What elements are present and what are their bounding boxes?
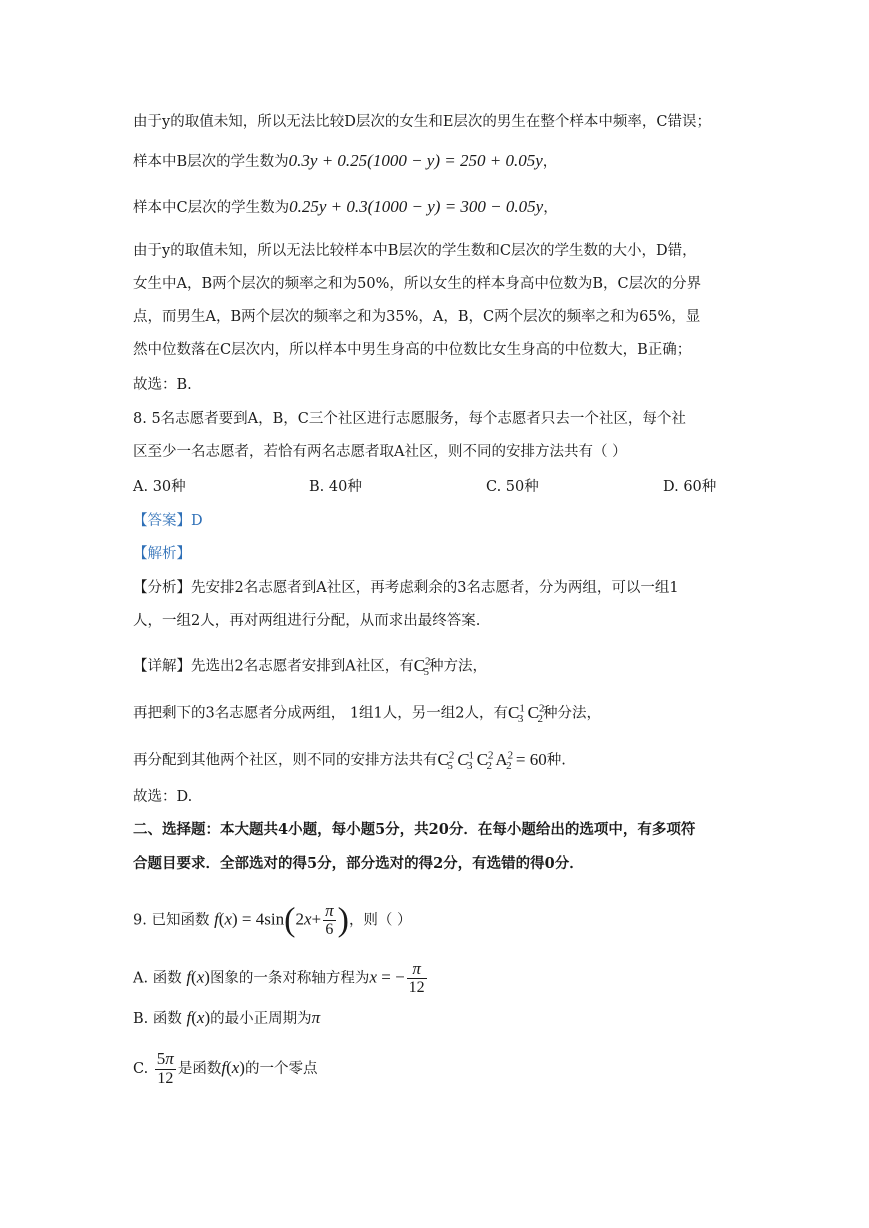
- text-line-2-label: 样本中B层次的学生数为: [133, 154, 289, 170]
- fraction-pi-over-6: $\frac{\pi}{6}$: [325, 901, 334, 938]
- detail-line-2-text: 再把剩下的3名志愿者分成两组， 1组1人，另一组2人，有: [133, 705, 509, 722]
- detail-line-4: 故选：D.: [133, 789, 193, 805]
- text-line-6: 点，而男生A，B两个层次的频率之和为35%，A，B，C两个层次的频率之和为65%，显: [133, 309, 701, 325]
- text-line-4: 由于y的取值未知，所以无法比较样本中B层次的学生数和C层次的学生数的大小，D错，: [133, 243, 697, 259]
- section-2-line-2: 合题目要求．全部选对的得5分，部分选对的得2分，有选错的得0分．: [133, 855, 584, 872]
- text-line-7: 然中位数落在C层次内，所以样本中男生身高的中位数比女生身高的中位数大，B正确；: [133, 342, 692, 358]
- option-9-b-tail: 的最小正周期为: [210, 1011, 312, 1027]
- question-9-stem-text: 9. 已知函数: [133, 912, 210, 929]
- function-definition: f: [214, 909, 219, 929]
- analysis-heading: 【解析】: [133, 546, 191, 562]
- text-line-5: 女生中A，B两个层次的频率之和为50%，所以女生的样本身高中位数为B，C层次的分界: [133, 276, 702, 292]
- formula-b-count: 0.3y + 0.25(1000 − y) = 250 + 0.05y: [288, 151, 543, 170]
- analysis-line-1: 【分析】先安排2名志愿者到A社区，再考虑剩余的3名志愿者，分为两组，可以一组1: [133, 580, 679, 596]
- option-9-a: A. 函数 f(x)图象的一条对称轴方程为x = − $\frac{\pi}{12}$: [133, 959, 425, 996]
- detail-line-1: [133, 651, 487, 682]
- question-8-line-2: 区至少一名志愿者，若恰有两名志愿者取A社区，则不同的安排方法共有（ ）: [133, 444, 627, 460]
- option-9-a-tail: 图象的一条对称轴方程为: [209, 970, 370, 987]
- fraction-5pi-over-12: $\frac{5\pi}{12}$: [156, 1049, 174, 1087]
- combination-c31-c22: $C^1_3$ $C^2_2$: [508, 702, 545, 726]
- answer-label: 【答案】D: [133, 513, 203, 529]
- option-9-c-text: 是函数: [177, 1061, 222, 1077]
- option-8-a: A. 30种: [133, 479, 186, 495]
- fraction-pi-over-12: $\frac{\pi}{12}$: [408, 959, 425, 996]
- option-8-d: D. 60种: [663, 479, 717, 495]
- option-9-c-label: C.: [133, 1061, 149, 1077]
- analysis-line-2: 人，一组2人，再对两组进行分配，从而求出最终答案.: [133, 613, 481, 629]
- formula-c-count: 0.25y + 0.3(1000 − y) = 300 − 0.05y: [289, 197, 544, 216]
- arrangement-formula: $C^2_5$ $C^1_3$ $C^2_2$ $A^2_2 = 60$: [437, 749, 547, 773]
- question-9-stem-tail: ，则（ ）: [348, 912, 412, 929]
- option-9-c: C. $\frac{5\pi}{12}$ 是函数f(x)的一个零点: [133, 1049, 318, 1087]
- text-line-3: 样本中C层次的学生数为0.25y + 0.3(1000 − y) = 300 − 0.05y，: [133, 197, 558, 216]
- option-9-a-text: A. 函数: [133, 970, 182, 987]
- option-9-b: B. 函数 f(x)的最小正周期为π: [133, 1008, 321, 1027]
- detail-line-1-tail: 种方法，: [429, 658, 488, 675]
- option-9-c-tail: 的一个零点: [244, 1061, 318, 1077]
- text-line-1: 由于y的取值未知，所以无法比较D层次的女生和E层次的男生在整个样本中频率，C错误；: [133, 114, 711, 130]
- detail-line-1-text: 【详解】先选出2名志愿者安排到A社区，有: [133, 658, 414, 675]
- option-9-b-text: B. 函数: [133, 1011, 182, 1027]
- detail-line-3: [133, 745, 566, 776]
- detail-line-3-tail: 种.: [546, 752, 566, 769]
- option-8-c: C. 50种: [486, 479, 539, 495]
- combination-c52: $C^2_5$: [413, 655, 431, 679]
- text-line-8: 故选：B.: [133, 377, 192, 393]
- text-line-2: 样本中B层次的学生数为0.3y + 0.25(1000 − y) = 250 + 0.05y，: [133, 151, 558, 170]
- question-8-line-1: 8. 5名志愿者要到A，B，C三个社区进行志愿服务，每个志愿者只去一个社区，每个社: [133, 411, 686, 427]
- detail-line-3-text: 再分配到其他两个社区，则不同的安排方法共有: [133, 752, 438, 769]
- question-9-stem: 9. 已知函数 f(x) = 4sin(2x+ $\frac{\pi}{6}$ )，则（ ）: [133, 901, 412, 939]
- detail-line-2: [133, 698, 601, 729]
- detail-line-2-tail: 种分法，: [542, 705, 601, 722]
- option-8-b: B. 40种: [309, 479, 362, 495]
- text-line-3-label: 样本中C层次的学生数为: [133, 200, 290, 216]
- section-2-line-1: 二、选择题：本大题共4小题，每小题5分，共20分．在每小题给出的选项中，有多项符: [133, 821, 696, 838]
